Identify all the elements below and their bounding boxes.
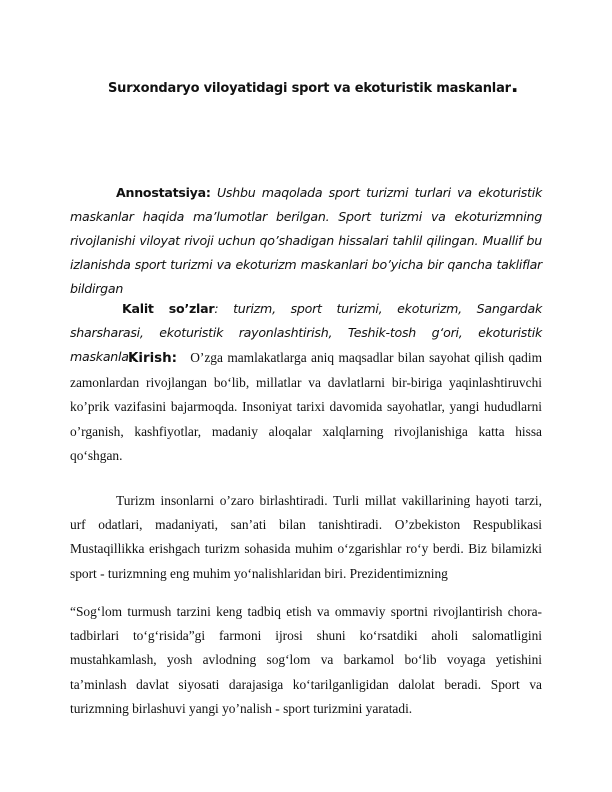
paragraph-3-text: “Sog‘lom turmush tarzini keng tadbiq etish va ommaviy sportni rivojlantirish chora-tadbirlari to‘g‘risida”gi farmoni ijrosi shuni ko‘rsatdiki aholi salomatligini mustahkamlash, yosh avlodning sog‘lom va barkamol bo‘lib voyaga yetishini ta’minlash davlat siyosati darajasiga ko‘tarilganligidan dalolat beradi. Sport va turizmning birlashuvi yangi yo’nalish - sport turizmini yaratadi. <box>70 604 542 716</box>
intro-label: Kirish: <box>128 351 178 366</box>
page-title <box>108 73 588 97</box>
paragraph-2-text: Turizm insonlarni o’zaro birlashtiradi. Turli millat vakillarining hayoti tarzi, urf odatlari, madaniyati, san’ati bilan tanishtiradi. O’zbekiston Respublikasi Mustaqillikka erishgach turizm sohasida muhim o‘zgarishlar ro‘y berdi. Biz bilamizki sport - turizmning eng muhim yo‘nalishlaridan biri. Prezidentimizning <box>70 493 542 581</box>
abstract-label: Annostatsiya: <box>116 185 211 200</box>
body-paragraph-3 <box>70 600 542 721</box>
keywords-label: Kalit so’zlar <box>122 301 215 316</box>
intro-paragraph <box>70 346 542 468</box>
abstract-text: Ushbu maqolada sport turizmi turlari va ekoturistik maskanlar haqida ma’lumotlar berilgan. Sport turizmi va ekoturizmning rivojlanishi viloyat rivoji uchun qo’shadigan hissalari tahlil qilingan. Muallif bu izlanishda sport turizmi va ekoturizm maskanlari bo’yicha bir qancha takliflar bildirgan <box>70 185 542 296</box>
title-text: Surxondaryo viloyatidagi sport va ekoturistik maskanlar <box>108 81 511 96</box>
intro-text: O’zga mamlakatlarga aniq maqsadlar bilan sayohat qilish qadim zamonlardan rivojlangan bo‘lib, millatlar va davlatlarni bir-biriga yaqinlashtiruvchi ko’prik vazifasini bajarmoqda. Insoniyat tarixi davomida sayohatlar, yangi hududlarni o’rganish, kashfiyotlar, madaniy aloqalar xalqlarning rivojlanishiga katta hissa qo‘shgan. <box>70 350 542 463</box>
title-dot: . <box>510 73 519 97</box>
abstract-paragraph <box>70 181 542 301</box>
keywords-text: : turizm, sport turizmi, ekoturizm, Sangardak sharsharasi, ekoturistik rayonlashtirish, Teshik-tosh gʻori, ekoturistik maskanlar. <box>70 301 542 364</box>
body-paragraph-2 <box>70 489 542 586</box>
